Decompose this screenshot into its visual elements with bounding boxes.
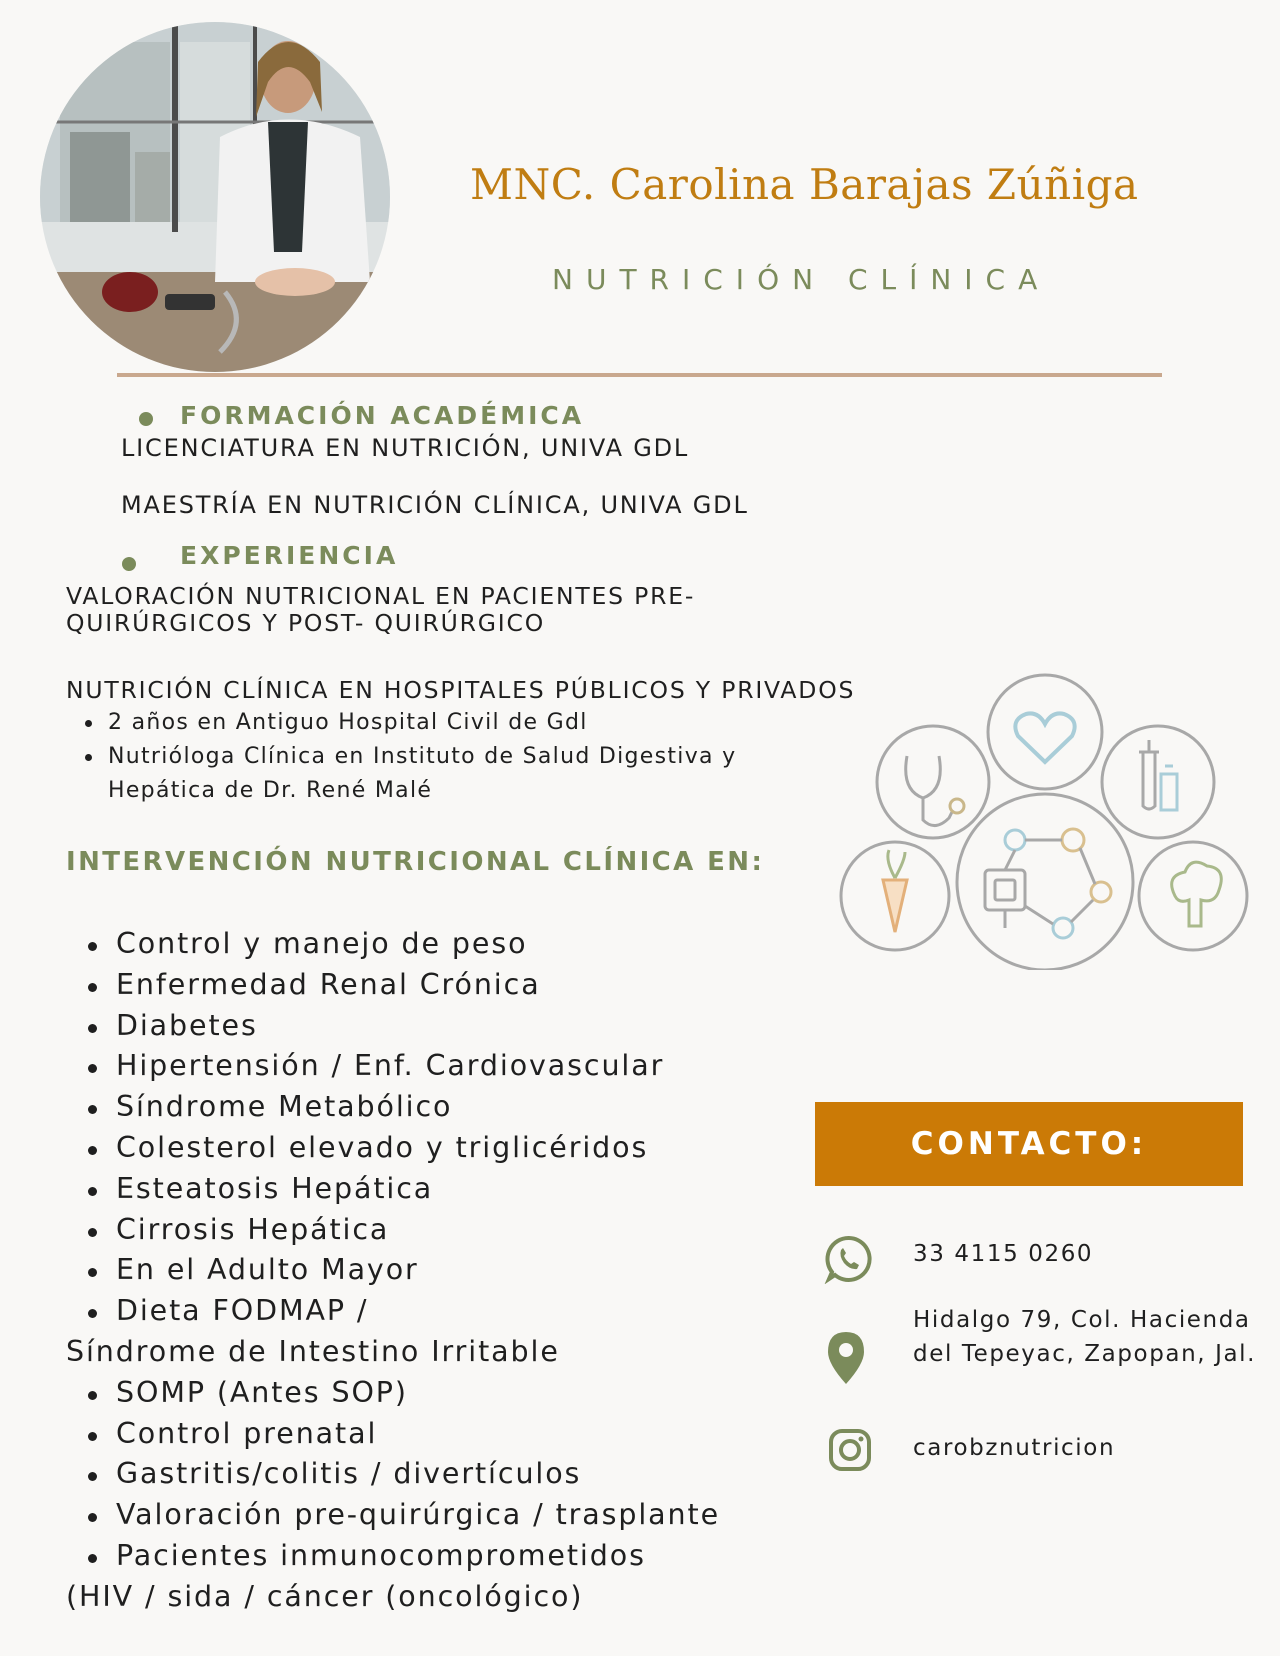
specialty-title: NUTRICIÓN CLÍNICA (552, 263, 1051, 296)
vial-circle (1102, 726, 1214, 838)
list-item: Control y manejo de peso (66, 924, 720, 965)
experience-list (66, 706, 806, 808)
stethoscope-icon (906, 756, 953, 826)
intervention-list (66, 924, 720, 1618)
network-node (1091, 882, 1111, 902)
stethoscope-bell (950, 799, 964, 813)
experience-heading: EXPERIENCIA (180, 541, 399, 570)
syringe-icon (1139, 740, 1159, 809)
experience-assessment: VALORACIÓN NUTRICIONAL EN PACIENTES PRE- (66, 582, 696, 610)
list-item-continuation: (HIV / sida / cáncer (oncológico) (66, 1579, 584, 1613)
education-item: MAESTRÍA EN NUTRICIÓN CLÍNICA, UNIVA GDL (121, 491, 749, 519)
instagram-icon (828, 1428, 872, 1472)
network-node (1005, 830, 1025, 850)
list-item: Esteatosis Hepática (66, 1169, 720, 1210)
list-item: Hipertensión / Enf. Cardiovascular (66, 1046, 720, 1087)
list-item: Nutrióloga Clínica en Instituto de Salud Digestiva y Hepática de Dr. René Malé (66, 740, 806, 808)
list-item: Cirrosis Hepática (66, 1210, 720, 1251)
location-pin-icon (826, 1330, 866, 1386)
health-icons-illustration (835, 670, 1255, 970)
experience-hospitals: NUTRICIÓN CLÍNICA EN HOSPITALES PÚBLICOS Y PRIVADOS (66, 676, 856, 704)
list-item: Dieta FODMAP / (66, 1291, 720, 1332)
list-item: SOMP (Antes SOP) (66, 1373, 720, 1414)
carrot-leaves (888, 850, 905, 878)
list-item: Síndrome Metabólico (66, 1087, 720, 1128)
list-item: Colesterol elevado y triglicéridos (66, 1128, 720, 1169)
whatsapp-icon (824, 1234, 874, 1284)
carrot-icon (883, 880, 907, 932)
list-item: 2 años en Antiguo Hospital Civil de Gdl (66, 706, 806, 740)
list-item: Diabetes (66, 1006, 720, 1047)
list-item: Valoración pre-quirúrgica / trasplante (66, 1495, 720, 1536)
experience-assessment: QUIRÚRGICOS Y POST- QUIRÚRGICO (66, 609, 546, 637)
contact-title: CONTACTO: (910, 1126, 1148, 1162)
network-node (1062, 829, 1084, 851)
contact-instagram[interactable]: carobznutricion (913, 1435, 1116, 1461)
bottle-icon (1161, 766, 1177, 810)
broccoli-circle (1139, 842, 1247, 950)
list-item-continuation: Síndrome de Intestino Irritable (66, 1334, 560, 1368)
list-item: Control prenatal (66, 1414, 720, 1455)
section-bullet (139, 412, 153, 426)
heart-icon (1015, 713, 1074, 762)
doctor-name: MNC. Carolina Barajas Zúñiga (470, 160, 1139, 209)
heart-icon-circle (988, 675, 1102, 789)
education-item: LICENCIATURA EN NUTRICIÓN, UNIVA GDL (121, 434, 690, 462)
section-bullet (122, 557, 136, 571)
header-divider (117, 373, 1162, 377)
list-item: Enfermedad Renal Crónica (66, 965, 720, 1006)
broccoli-icon (1172, 862, 1222, 926)
contact-phone[interactable]: 33 4115 0260 (913, 1241, 1094, 1267)
list-item: Gastritis/colitis / divertículos (66, 1454, 720, 1495)
intervention-heading: INTERVENCIÓN NUTRICIONAL CLÍNICA EN: (66, 847, 765, 877)
profile-photo (40, 22, 390, 372)
education-heading: FORMACIÓN ACADÉMICA (180, 401, 585, 430)
list-item: En el Adulto Mayor (66, 1250, 720, 1291)
contact-address: Hidalgo 79, Col. Hacienda del Tepeyac, Zapopan, Jal. (913, 1307, 1257, 1367)
list-item: Pacientes inmunocomprometidos (66, 1536, 720, 1577)
monitor-icon (985, 870, 1025, 910)
stethoscope-circle (877, 726, 989, 838)
contact-banner (815, 1102, 1243, 1186)
